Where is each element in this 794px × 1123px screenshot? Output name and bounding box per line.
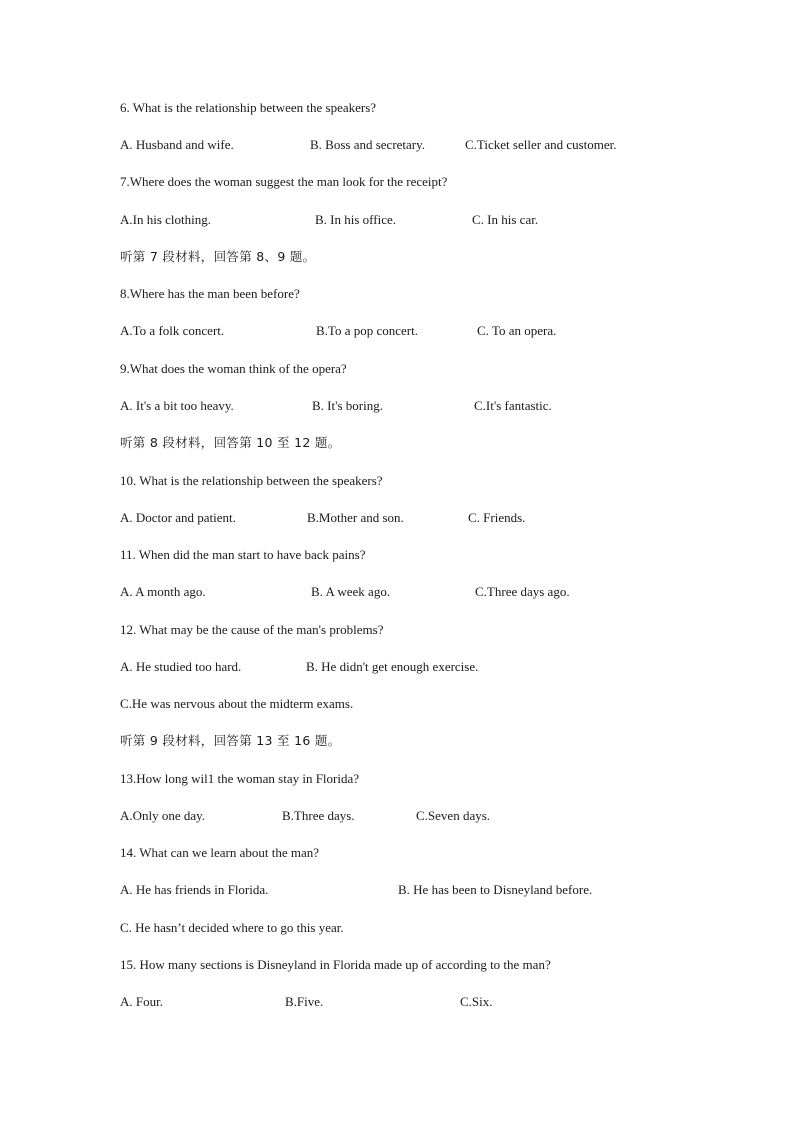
section-heading-8: 听第 8 段材料，回答第 10 至 12 题。 xyxy=(120,435,341,450)
option-b: B.Five. xyxy=(285,994,324,1009)
option-a: A. It's a bit too heavy. xyxy=(120,398,234,413)
option-a: A. He studied too hard. xyxy=(120,659,242,674)
option-b: B. It's boring. xyxy=(312,398,383,413)
question-15: 15. How many sections is Disneyland in Florida made up of according to the man? xyxy=(120,957,551,972)
option-c: C. In his car. xyxy=(472,212,539,227)
option-a: A.Only one day. xyxy=(120,808,206,823)
question-13: 13.How long wil1 the woman stay in Florida? xyxy=(120,771,360,786)
option-b: B. He has been to Disneyland before. xyxy=(398,882,593,897)
option-a: A.In his clothing. xyxy=(120,212,211,227)
option-c: C. To an opera. xyxy=(477,323,557,338)
option-b: B.To a pop concert. xyxy=(316,323,418,338)
option-b: B. In his office. xyxy=(315,212,396,227)
option-c: C. Friends. xyxy=(468,510,526,525)
question-11: 11. When did the man start to have back pains? xyxy=(120,547,366,562)
option-c: C.Three days ago. xyxy=(475,584,570,599)
option-c: C.Seven days. xyxy=(416,808,491,823)
section-heading-9: 听第 9 段材料，回答第 13 至 16 题。 xyxy=(120,733,341,748)
option-a: A.To a folk concert. xyxy=(120,323,225,338)
section-heading-7: 听第 7 段材料，回答第 8、9 题。 xyxy=(120,249,316,264)
option-b: B.Three days. xyxy=(282,808,355,823)
option-a: A. Four. xyxy=(120,994,163,1009)
question-10: 10. What is the relationship between the speakers? xyxy=(120,473,383,488)
question-14: 14. What can we learn about the man? xyxy=(120,845,320,860)
option-b: B. A week ago. xyxy=(311,584,391,599)
option-b: B. He didn't get enough exercise. xyxy=(306,659,479,674)
option-a: A. He has friends in Florida. xyxy=(120,882,269,897)
option-c: C.Six. xyxy=(460,994,493,1009)
question-9: 9.What does the woman think of the opera? xyxy=(120,361,347,376)
option-a: A. A month ago. xyxy=(120,584,206,599)
option-a: A. Husband and wife. xyxy=(120,137,234,152)
question-7: 7.Where does the woman suggest the man look for the receipt? xyxy=(120,174,448,189)
option-b: B.Mother and son. xyxy=(307,510,404,525)
option-a: A. Doctor and patient. xyxy=(120,510,236,525)
question-6: 6. What is the relationship between the speakers? xyxy=(120,100,377,115)
option-c: C.It's fantastic. xyxy=(474,398,552,413)
option-c: C.Ticket seller and customer. xyxy=(465,137,617,152)
question-12-option-c: C.He was nervous about the midterm exams. xyxy=(120,696,354,711)
question-8: 8.Where has the man been before? xyxy=(120,286,300,301)
question-12: 12. What may be the cause of the man's problems? xyxy=(120,622,384,637)
option-b: B. Boss and secretary. xyxy=(310,137,426,152)
question-14-option-c: C. He hasn’t decided where to go this year. xyxy=(120,920,344,935)
